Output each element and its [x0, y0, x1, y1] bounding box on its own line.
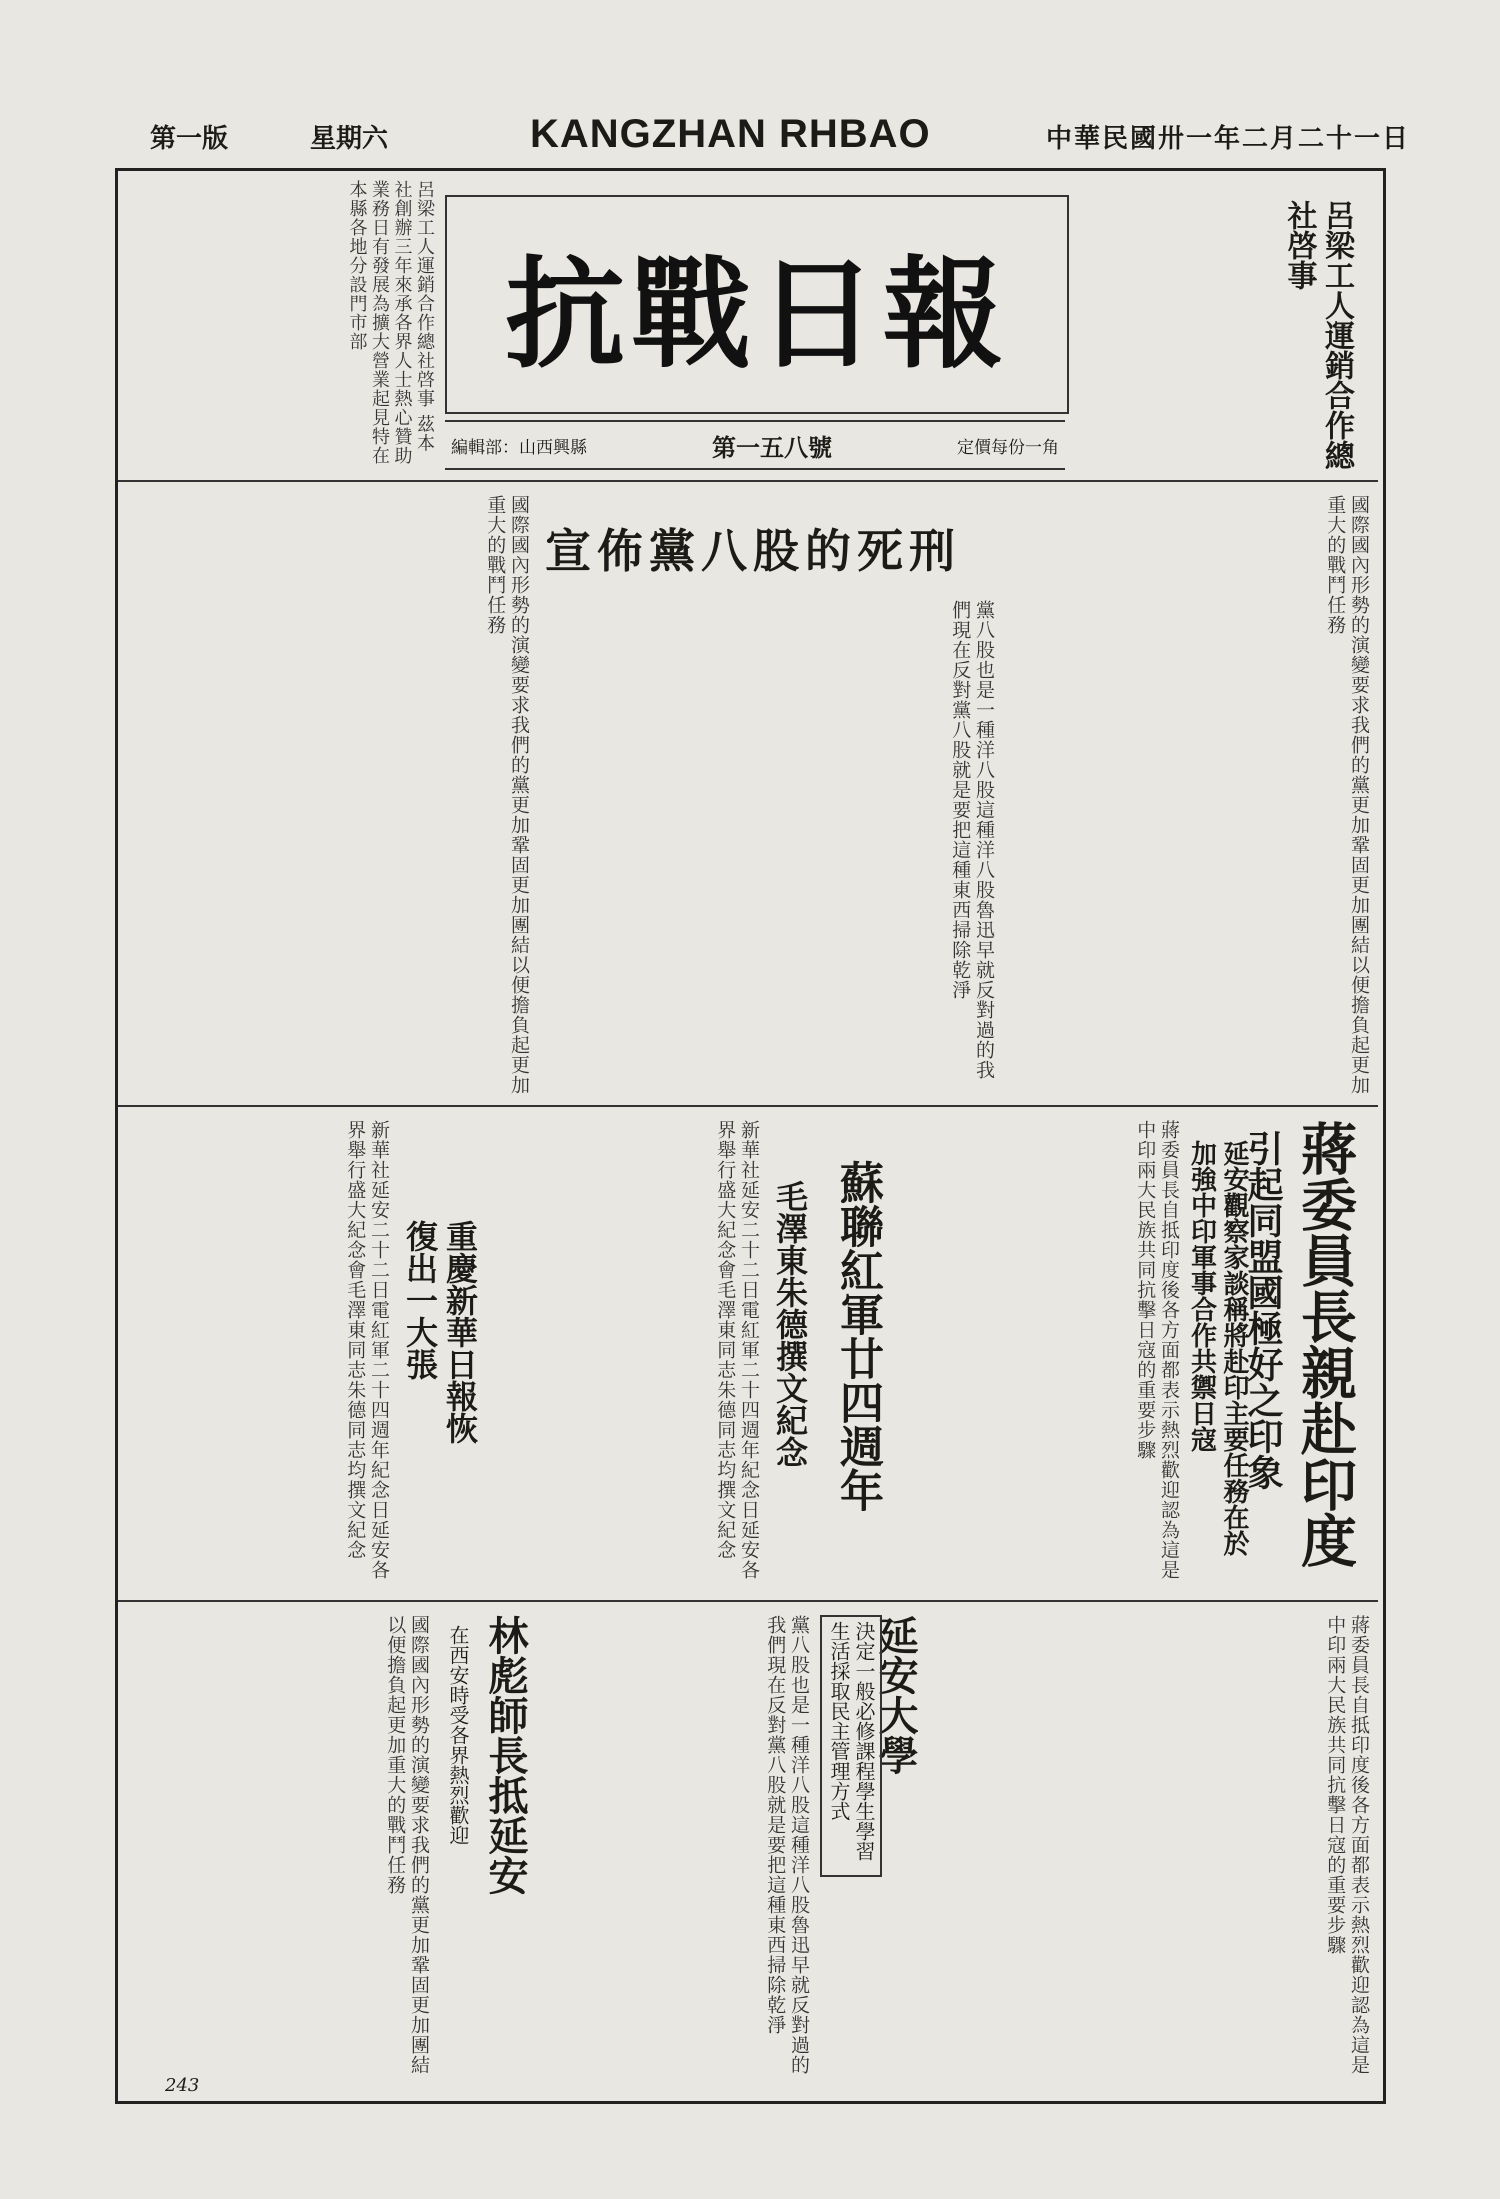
- rule-top: [118, 480, 1378, 482]
- lin-body: 國際國內形勢的演變要求我們的黨更加鞏固更加團結以便擔負起更加重大的戰鬥任務: [384, 1615, 430, 2075]
- lin-subtitle: 在西安時受各界熱烈歡迎: [446, 1625, 470, 1845]
- chiang-subtitle: 引起同盟國極好之印象: [1242, 1130, 1284, 1490]
- chiang-headline: 蔣委員長親赴印度: [1292, 1120, 1358, 1568]
- lin-headline: 林彪師長抵延安: [482, 1615, 529, 1895]
- date-label: 中華民國卅一年二月二十一日: [1045, 124, 1410, 154]
- publisher-label: 編輯部：山西興縣: [451, 437, 587, 458]
- soviet-body: 新華社延安二十二日電紅軍二十四週年紀念日延安各界舉行盛大紀念會毛澤東同志朱德同志均撰文紀念: [714, 1120, 760, 1580]
- page-number: 243: [165, 2075, 200, 2096]
- xinhua-headline: 重慶新華日報恢復出一大張: [401, 1220, 479, 1444]
- rule-lower: [118, 1600, 1378, 1602]
- notice-title: 呂梁工人運銷合作總社啓事: [1281, 200, 1354, 470]
- header-strip: [150, 112, 1410, 158]
- latin-title: KANGZHAN RHBAO: [530, 112, 931, 156]
- rule-middle: [118, 1105, 1378, 1107]
- xinhua-body: 新華社延安二十二日電紅軍二十四週年紀念日延安各界舉行盛大紀念會毛澤東同志朱德同志均撰文紀念: [344, 1120, 390, 1580]
- yanan-univ-body: 黨八股也是一種洋八股這種洋八股魯迅早就反對過的我們現在反對黨八股就是要把這種東西掃除乾淨: [764, 1615, 810, 2075]
- article-body-col3: 國際國內形勢的演變要求我們的黨更加鞏固更加團結以便擔負起更加重大的戰鬥任務: [1324, 495, 1370, 1095]
- edition-label: 第一版: [150, 124, 229, 154]
- chiang-subheading: 延安觀察家談稱將赴印主要任務在於加強中印軍事合作共禦日寇: [1186, 1140, 1249, 1556]
- main-headline: 宣佈黨八股的死刑: [545, 524, 961, 578]
- weekday-label: 星期六: [310, 124, 389, 154]
- lower-right-body: 蔣委員長自抵印度後各方面都表示熱烈歡迎認為這是中印兩大民族共同抗擊日寇的重要步驟: [1324, 1615, 1370, 2075]
- top-right-notice: [1065, 190, 1365, 490]
- serial-label: 第一五八號: [712, 432, 832, 462]
- soviet-subtitle: 毛澤東朱德撰文紀念: [771, 1180, 809, 1468]
- nameplate: [445, 195, 1069, 414]
- yanan-univ-headline: 延安大學: [872, 1615, 919, 1775]
- yanan-univ-subtitle: 決定一般必修課程學生學習生活採取民主管理方式: [820, 1615, 882, 1877]
- article-body-col2: 黨八股也是一種洋八股這種洋八股魯迅早就反對過的我們現在反對黨八股就是要把這種東西掃除乾淨: [949, 600, 995, 1080]
- article-body-col1: 國際國內形勢的演變要求我們的黨更加鞏固更加團結以便擔負起更加重大的戰鬥任務: [484, 495, 530, 1095]
- soviet-headline: 蘇聯紅軍廿四週年: [832, 1160, 883, 1512]
- chiang-body: 蔣委員長自抵印度後各方面都表示熱烈歡迎認為這是中印兩大民族共同抗擊日寇的重要步驟: [1134, 1120, 1180, 1580]
- publication-info: [445, 420, 1065, 470]
- left-notice-column: 呂梁工人運銷合作總社啓事 茲本社創辦三年來承各界人士熱心贊助業務日有發展為擴大營業起見特在本縣各地分設門市部: [346, 180, 435, 465]
- nameplate-title: 抗戰日報: [505, 243, 1009, 385]
- price-label: 定價每份一角: [957, 437, 1059, 458]
